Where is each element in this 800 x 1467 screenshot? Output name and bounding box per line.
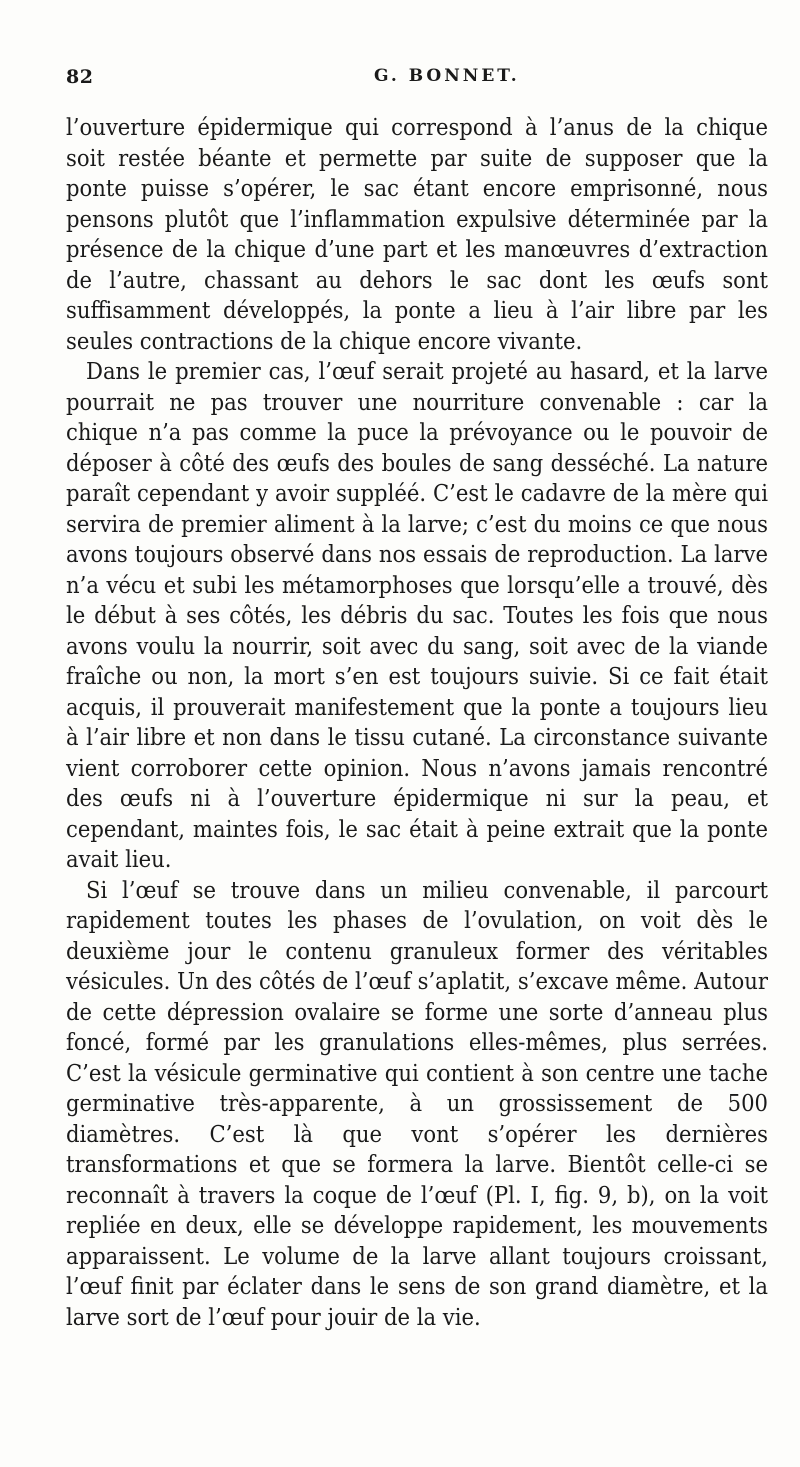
paragraph-1: l’ouverture épidermique qui correspond à l’anus de la chique soit restée béante et permette par suite de supposer que la ponte puisse s’opérer, le sac étant encore emprisonné, nous pensons plutôt que l’inflammation expulsive déterminée par la présence de la chique d’une part et les manœuvres d’extraction de l’autre, chassant au dehors le sac dont les œufs sont suffisamment développés, la ponte a lieu à l’air libre par les seules contractions de la chique encore vivante. <box>66 113 768 355</box>
paragraph-2: Dans le premier cas, l’œuf serait projeté au hasard, et la larve pourrait ne pas trouver une nourriture convenable : car la chique n’a pas comme la puce la prévoyance ou le pouvoir de déposer à côté des œufs des boules de sang desséché. La nature paraît cependant y avoir suppléé. C’est le cadavre de la mère qui servira de premier aliment à la larve; c’est du moins ce que nous avons toujours observé dans nos essais de reproduction. La larve n’a vécu et subi les métamorphoses que lorsqu’elle a trouvé, dès le début à ses côtés, les débris du sac. Toutes les fois que nous avons voulu la nourrir, soit avec du sang, soit avec de la viande fraîche ou non, la mort s’en est toujours suivie. Si ce fait était acquis, il prouverait manifestement que la ponte a toujours lieu à l’air libre et non dans le tissu cutané. La circonstance suivante vient corroborer cette opinion. Nous n’avons jamais rencontré des œufs ni à l’ouverture épidermique ni sur la peau, et cependant, maintes fois, le sac était à peine extrait que la ponte avait lieu. <box>66 357 768 873</box>
page-header <box>66 66 766 96</box>
running-head: G. BONNET. <box>374 66 520 86</box>
body-text <box>66 112 768 1332</box>
page-number: 82 <box>66 66 94 88</box>
paragraph-3: Si l’œuf se trouve dans un milieu convenable, il parcourt rapidement toutes les phases de l’ovulation, on voit dès le deuxième jour le contenu granuleux former des véritables vésicules. Un des côtés de l’œuf s’aplatit, s’excave même. Autour de cette dépression ovalaire se forme une sorte d’anneau plus foncé, formé par les granulations elles-mêmes, plus serrées. C’est la vésicule germinative qui contient à son centre une tache germinative très-apparente, à un grossissement de 500 diamètres. C’est là que vont s’opérer les dernières transformations et que se formera la larve. Bientôt celle-ci se reconnaît à travers la coque de l’œuf (Pl. I, fig. 9, b), on la voit repliée en deux, elle se développe rapidement, les mouvements apparaissent. Le volume de la larve allant toujours croissant, l’œuf finit par éclater dans le sens de son grand diamètre, et la larve sort de l’œuf pour jouir de la vie. <box>66 875 768 1331</box>
